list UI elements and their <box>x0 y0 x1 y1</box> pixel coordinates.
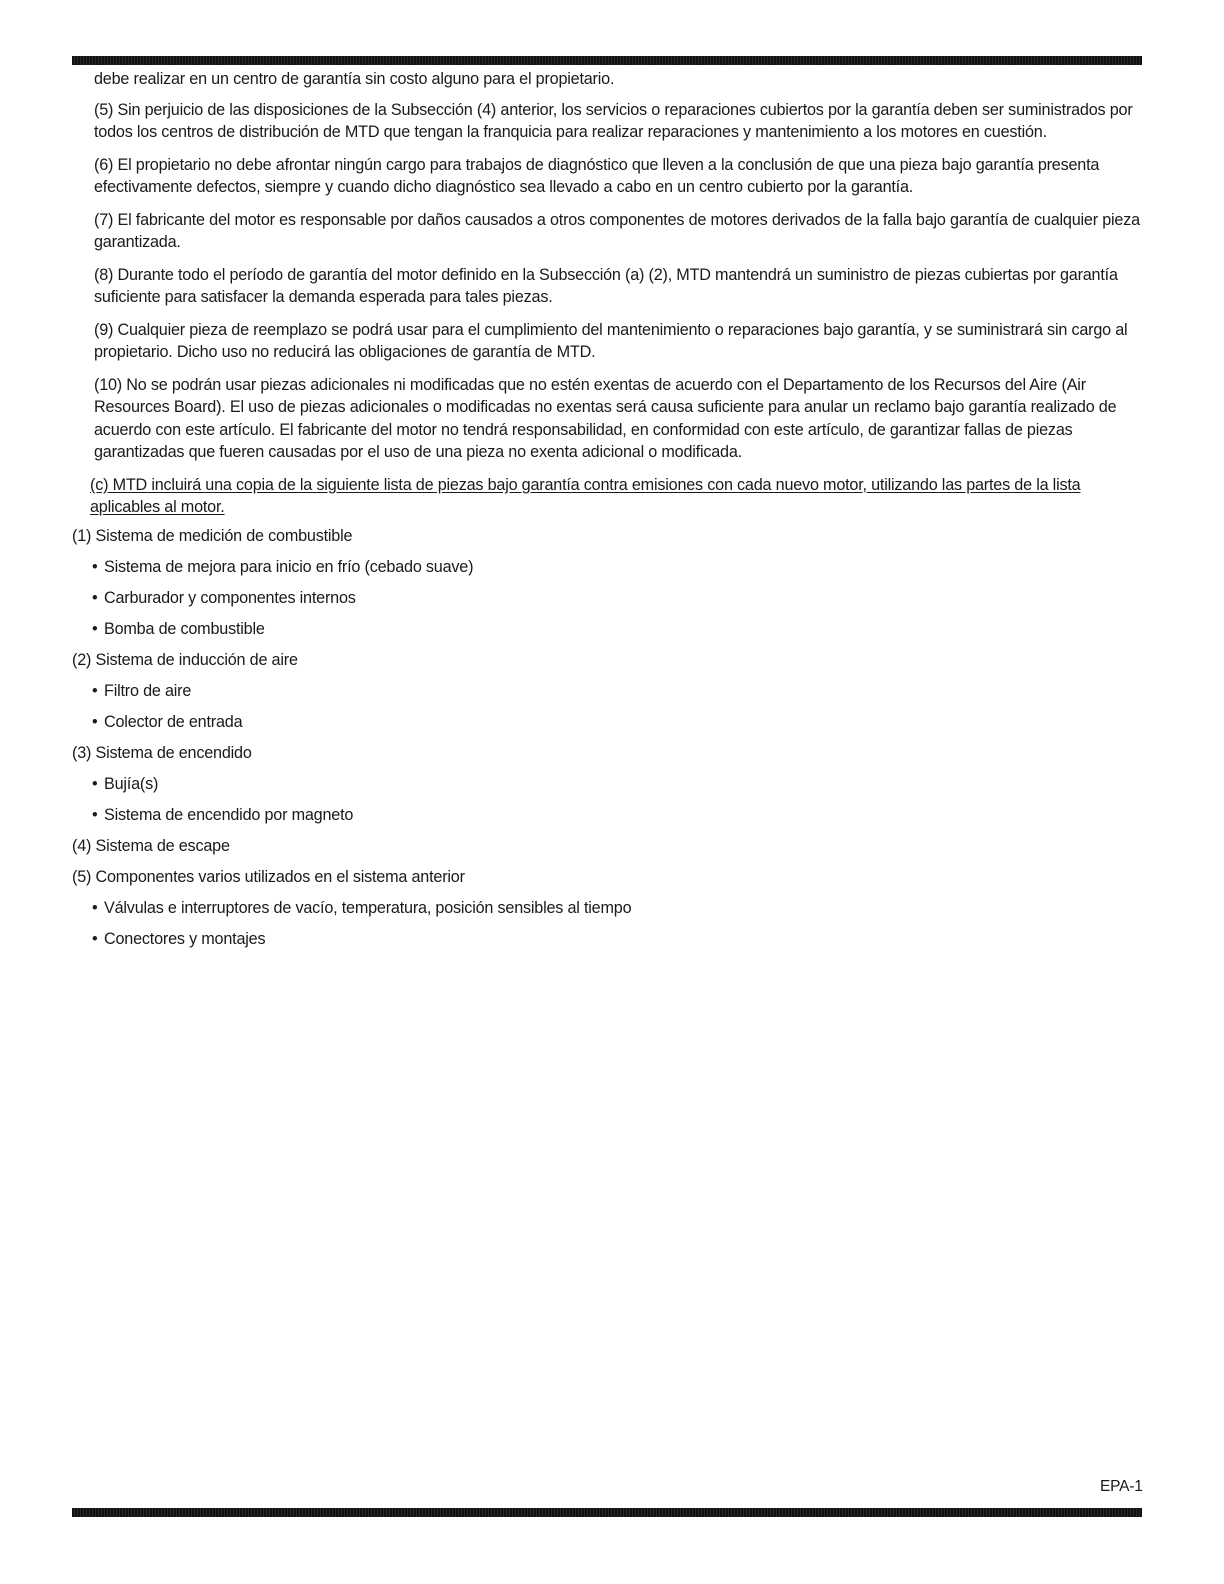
paragraph-7: (7) El fabricante del motor es responsable por daños causados a otros componentes de motores derivados de la falla bajo garantía de cualquier pieza garantizada. <box>94 210 1140 251</box>
bullet-icon: • <box>92 619 98 638</box>
bullet-item: • Sistema de mejora para inicio en frío (cebado suave) <box>92 556 1142 579</box>
bullet-icon: • <box>92 681 98 700</box>
document-body <box>72 68 1142 959</box>
top-rule <box>72 56 1142 65</box>
bullet-icon: • <box>92 805 98 824</box>
bullet-icon: • <box>92 774 98 793</box>
page-number: EPA-1 <box>1100 1478 1143 1495</box>
paragraph-6: (6) El propietario no debe afrontar ningún cargo para trabajos de diagnóstico que lleven a la conclusión de que una pieza bajo garantía presenta efectivamente defectos, siempre y cuando dicho diagnóstico sea llevado a cabo en un centro cubierto por la garantía. <box>94 155 1100 196</box>
list-item-air-induction: (2) Sistema de inducción de aire <box>72 650 298 669</box>
paragraph-5: (5) Sin perjuicio de las disposiciones de la Subsección (4) anterior, los servicios o reparaciones cubiertos por la garantía deben ser suministrados por todos los centros de distribución de MTD que tengan la franquicia para realizar reparaciones y mantenimiento a los motores en cuestión. <box>94 100 1133 141</box>
paragraph-continuation: debe realizar en un centro de garantía sin costo alguno para el propietario. <box>94 70 615 88</box>
bullet-item: • Conectores y montajes <box>92 928 1142 951</box>
bullet-icon: • <box>92 898 98 917</box>
bullet-icon: • <box>92 712 98 731</box>
list-item-fuel-metering: (1) Sistema de medición de combustible <box>72 526 353 545</box>
bullet-icon: • <box>92 557 98 576</box>
list-item-exhaust: (4) Sistema de escape <box>72 836 230 855</box>
paragraph-9: (9) Cualquier pieza de reemplazo se podrá usar para el cumplimiento del mantenimiento o reparaciones bajo garantía, y se suministrará sin cargo al propietario. Dicho uso no reducirá las obligaciones de garantía de MTD. <box>94 320 1128 361</box>
list-item-ignition: (3) Sistema de encendido <box>72 743 252 762</box>
bullet-item: • Filtro de aire <box>92 680 1142 703</box>
bullet-icon: • <box>92 588 98 607</box>
bullet-item: • Bomba de combustible <box>92 618 1142 641</box>
paragraph-10: (10) No se podrán usar piezas adicionales ni modificadas que no estén exentas de acuerdo con el Departamento de los Recursos del Aire (Air Resources Board). El uso de piezas adicionales o modificadas no exentas será causa suficiente para anular un reclamo bajo garantía realizado de acuerdo con este artículo. El fabricante del motor no tendrá responsabilidad, en conformidad con este artículo, de garantizar fallas de piezas garantizadas que fueren causadas por el uso de una pieza no exenta adicional o modificada. <box>94 375 1117 461</box>
paragraph-8: (8) Durante todo el período de garantía del motor definido en la Subsección (a) (2), MTD mantendrá un suministro de piezas cubiertas por garantía suficiente para satisfacer la demanda esperada para tales piezas. <box>94 265 1118 306</box>
list-item-misc-components: (5) Componentes varios utilizados en el sistema anterior <box>72 867 465 886</box>
bullet-icon: • <box>92 929 98 948</box>
bullet-item: • Bujía(s) <box>92 773 1142 796</box>
bullet-item: • Válvulas e interruptores de vacío, temperatura, posición sensibles al tiempo <box>92 897 1142 920</box>
bullet-item: • Sistema de encendido por magneto <box>92 804 1142 827</box>
bullet-item: • Carburador y componentes internos <box>92 587 1142 610</box>
bullet-item: • Colector de entrada <box>92 711 1142 734</box>
section-c-heading: (c) MTD incluirá una copia de la siguiente lista de piezas bajo garantía contra emisiones con cada nuevo motor, utilizando las partes de la lista aplicables al motor. <box>90 475 1081 516</box>
bottom-rule <box>72 1508 1142 1517</box>
